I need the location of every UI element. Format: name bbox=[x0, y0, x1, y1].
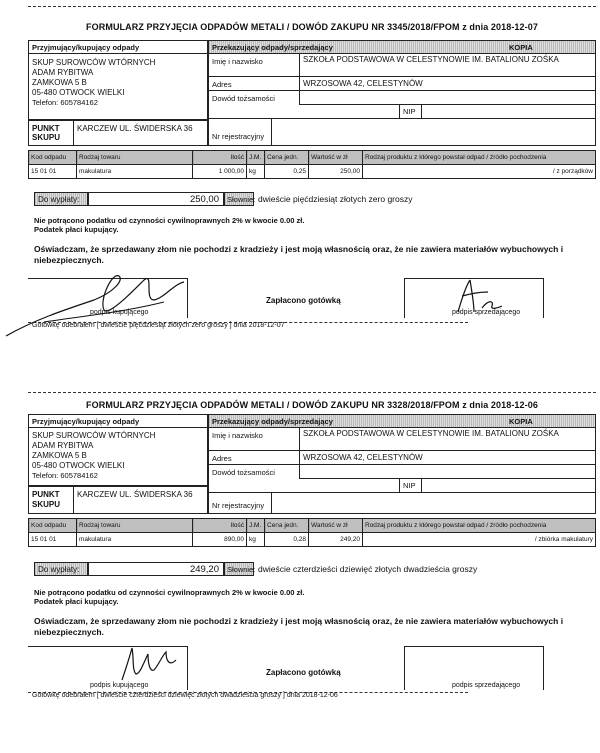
point-value: KARCZEW UL. ŚWIDERSKA 36 bbox=[77, 490, 193, 499]
cell-goods-type: makulatura bbox=[77, 533, 193, 547]
goods-table bbox=[28, 150, 596, 179]
cell-goods-type: makulatura bbox=[77, 165, 193, 179]
cell-unit-price: 0,28 bbox=[265, 533, 309, 547]
buyer-line: SKUP SUROWCÓW WTÓRNYCH bbox=[32, 431, 156, 440]
form-title: FORMULARZ PRZYJĘCIA ODPADÓW METALI / DOWÓD ZAKUPU NR 3328/2018/FPOM z dnia 2018-12-06 bbox=[86, 400, 538, 410]
name-label: Imię i nazwisko bbox=[212, 57, 263, 66]
buyer-box bbox=[28, 40, 208, 120]
address-label: Adres bbox=[212, 454, 232, 463]
seller-box bbox=[208, 40, 596, 146]
cash-receipt-line: Gotówkę odebrałem [ dwieście czterdzieści dziewięć złotych dwadzieścia groszy ] dnia 2018-12-06 bbox=[32, 692, 338, 699]
cell-value: 249,20 bbox=[309, 533, 363, 547]
tax-payer-note: Podatek płaci kupujący. bbox=[34, 597, 119, 606]
col-waste-code: Kod odpadu bbox=[29, 151, 77, 165]
amount-in-words: dwieście czterdzieści dziewięć złotych dwadzieścia groszy bbox=[258, 564, 478, 574]
registration-label: Nr rejestracyjny bbox=[212, 501, 265, 510]
col-origin: Rodzaj produktu z którego powstał odpad / źródło pochodzenia bbox=[363, 519, 596, 533]
words-label: Słownie: bbox=[227, 195, 256, 204]
pay-amount-box bbox=[88, 192, 224, 206]
pay-label: Do wypłaty: bbox=[38, 565, 80, 574]
col-waste-code: Kod odpadu bbox=[29, 519, 77, 533]
amount-in-words: dwieście pięćdziesiąt złotych zero groszy bbox=[258, 194, 413, 204]
seller-signature-label: podpis sprzedającego bbox=[452, 309, 521, 316]
seller-box bbox=[208, 414, 596, 514]
goods-table bbox=[28, 518, 596, 547]
address-label: Adres bbox=[212, 80, 232, 89]
buyer-line: 05-480 OTWOCK WIELKI bbox=[32, 461, 125, 470]
buyer-details bbox=[32, 431, 155, 481]
form-title: FORMULARZ PRZYJĘCIA ODPADÓW METALI / DOWÓD ZAKUPU NR 3345/2018/FPOM z dnia 2018-12-07 bbox=[86, 22, 538, 32]
buyer-line: Telefon: 605784162 bbox=[32, 98, 98, 107]
nip-label: NIP bbox=[403, 481, 416, 490]
cell-origin: / zbiórka makulatury bbox=[363, 533, 596, 547]
cell-quantity: 890,00 bbox=[193, 533, 247, 547]
buyer-heading: Przyjmujący/kupujący odpady bbox=[32, 417, 140, 426]
cell-waste-code: 15 01 01 bbox=[29, 533, 77, 547]
col-unit-price: Cena jedn. bbox=[265, 151, 309, 165]
cell-unit: kg bbox=[247, 533, 265, 547]
tax-note: Nie potrącono podatku od czynności cywilnoprawnych 2% w kwocie 0.00 zł. bbox=[34, 588, 305, 597]
cell-waste-code: 15 01 01 bbox=[29, 165, 77, 179]
col-quantity: Ilość bbox=[193, 151, 247, 165]
id-label: Dowód tożsamości bbox=[212, 468, 275, 477]
tax-note: Nie potrącono podatku od czynności cywilnoprawnych 2% w kwocie 0.00 zł. bbox=[34, 216, 305, 225]
cut-line bbox=[28, 392, 596, 393]
seller-heading: Przekazujący odpady/sprzedający bbox=[212, 43, 333, 52]
table-row bbox=[29, 533, 596, 547]
buyer-details bbox=[32, 58, 155, 108]
table-row bbox=[29, 165, 596, 179]
copy-label: KOPIA bbox=[509, 417, 533, 426]
buyer-line: SKUP SUROWCÓW WTÓRNYCH bbox=[32, 58, 156, 67]
buyer-line: Telefon: 605784162 bbox=[32, 471, 98, 480]
col-quantity: Ilość bbox=[193, 519, 247, 533]
buyer-line: ADAM RYBITWA bbox=[32, 68, 94, 77]
cell-quantity: 1 000,00 bbox=[193, 165, 247, 179]
paid-cash-label: Zapłacono gotówką bbox=[266, 668, 341, 677]
pay-label-box bbox=[34, 562, 88, 576]
seller-signature-label: podpis sprzedającego bbox=[452, 682, 521, 689]
paid-cash-label: Zapłacono gotówką bbox=[266, 296, 341, 305]
collection-point-box bbox=[28, 120, 208, 146]
col-unit-price: Cena jedn. bbox=[265, 519, 309, 533]
buyer-line: ZAMKOWA 5 B bbox=[32, 78, 87, 87]
words-label: Słownie: bbox=[227, 565, 256, 574]
seller-name: SZKOŁA PODSTAWOWA W CELESTYNOWIE IM. BATALIONU ZOŚKA bbox=[303, 429, 559, 438]
id-label: Dowód tożsamości bbox=[212, 94, 275, 103]
cash-receipt-line: Gotówkę odebrałem [ dwieście pięćdziesiąt złotych zero groszy ] dnia 2018-12-07 bbox=[32, 322, 285, 329]
cell-unit-price: 0,25 bbox=[265, 165, 309, 179]
point-label: PUNKT SKUPU bbox=[32, 124, 61, 142]
nip-label: NIP bbox=[403, 107, 416, 116]
words-label-box bbox=[224, 562, 254, 576]
seller-address: WRZOSOWA 42, CELESTYNÓW bbox=[303, 453, 423, 462]
col-goods-type: Rodzaj towaru bbox=[77, 151, 193, 165]
name-label: Imię i nazwisko bbox=[212, 431, 263, 440]
buyer-line: 05-480 OTWOCK WIELKI bbox=[32, 88, 125, 97]
buyer-line: ADAM RYBITWA bbox=[32, 441, 94, 450]
buyer-signature-label: podpis kupującego bbox=[90, 682, 149, 689]
col-goods-type: Rodzaj towaru bbox=[77, 519, 193, 533]
registration-label: Nr rejestracyjny bbox=[212, 132, 265, 141]
collection-point-box bbox=[28, 486, 208, 514]
col-value: Wartość w zł bbox=[309, 151, 363, 165]
seller-name: SZKOŁA PODSTAWOWA W CELESTYNOWIE IM. BATALIONU ZOŚKA bbox=[303, 55, 559, 64]
buyer-signature bbox=[118, 644, 188, 684]
pay-amount: 249,20 bbox=[189, 564, 219, 575]
table-header-row bbox=[29, 151, 596, 165]
copy-label: KOPIA bbox=[509, 43, 533, 52]
table-header-row bbox=[29, 519, 596, 533]
point-value: KARCZEW UL. ŚWIDERSKA 36 bbox=[77, 124, 193, 133]
point-label: PUNKT SKUPU bbox=[32, 490, 61, 509]
buyer-box bbox=[28, 414, 208, 486]
seller-heading: Przekazujący odpady/sprzedający bbox=[212, 417, 333, 426]
pay-amount: 250,00 bbox=[189, 194, 219, 205]
cell-value: 250,00 bbox=[309, 165, 363, 179]
buyer-heading: Przyjmujący/kupujący odpady bbox=[32, 43, 140, 52]
cut-line bbox=[28, 6, 596, 7]
cell-origin: / z porządków bbox=[363, 165, 596, 179]
tax-payer-note: Podatek płaci kupujący. bbox=[34, 225, 119, 234]
declaration: Oświadczam, że sprzedawany złom nie pochodzi z kradzieży i jest moją własnością oraz, że nie zawiera materiałów wybuchowych i niebezpiecznych. bbox=[34, 244, 564, 265]
pay-label-box bbox=[34, 192, 88, 206]
buyer-signature bbox=[4, 270, 194, 340]
declaration: Oświadczam, że sprzedawany złom nie pochodzi z kradzieży i jest moją własnością oraz, że nie zawiera materiałów wybuchowych i niebezpiecznych. bbox=[34, 616, 564, 637]
col-value: Wartość w zł bbox=[309, 519, 363, 533]
buyer-signature-label: podpis kupującego bbox=[90, 309, 149, 316]
pay-amount-box bbox=[88, 562, 224, 576]
cell-unit: kg bbox=[247, 165, 265, 179]
words-label-box bbox=[224, 192, 254, 206]
pay-label: Do wypłaty: bbox=[38, 195, 80, 204]
buyer-line: ZAMKOWA 5 B bbox=[32, 451, 87, 460]
seller-address: WRZOSOWA 42, CELESTYNÓW bbox=[303, 79, 423, 88]
col-origin: Rodzaj produktu z którego powstał odpad / źródło pochodzenia bbox=[363, 151, 596, 165]
col-unit: J.M. bbox=[247, 519, 265, 533]
col-unit: J.M. bbox=[247, 151, 265, 165]
